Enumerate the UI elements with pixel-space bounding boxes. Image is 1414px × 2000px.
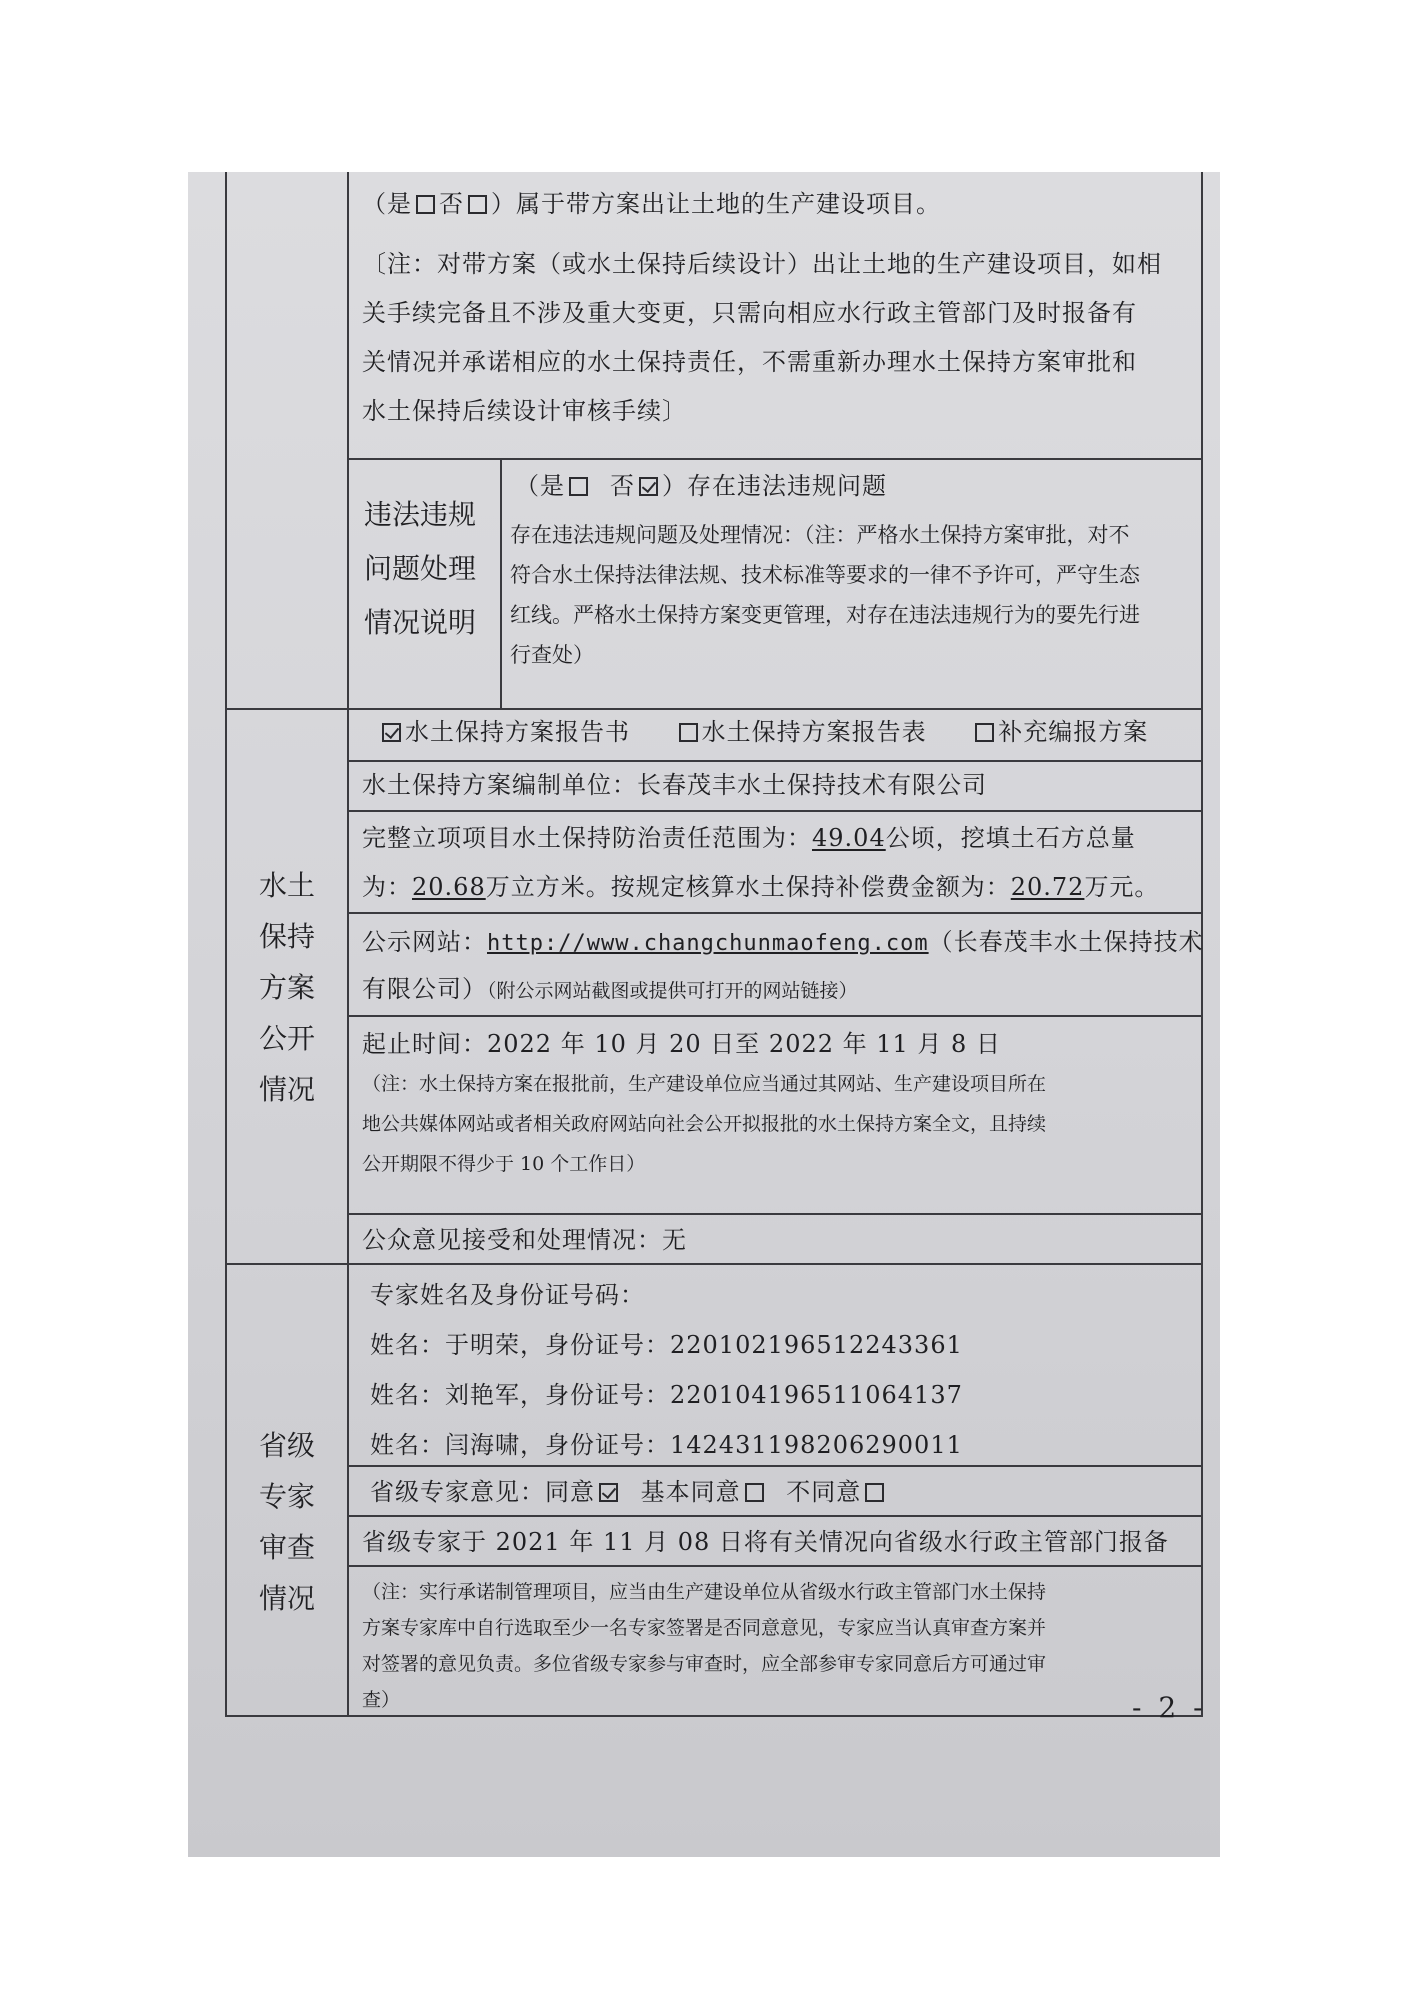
agree-checkbox[interactable] — [599, 1483, 618, 1502]
expert-name: 刘艳军 — [445, 1381, 520, 1409]
earthwork-value: 20.68 — [412, 873, 486, 901]
col-divider-main — [347, 172, 349, 1717]
row-divider — [347, 1015, 1203, 1017]
period-value: 2022 年 10 月 20 日至 2022 年 11 月 8 日 — [487, 1030, 1001, 1058]
feedback-label: 公众意见接受和处理情况： — [362, 1226, 662, 1254]
period-label: 起止时间： — [362, 1030, 487, 1058]
expert-row: 姓名：闫海啸，身份证号：142431198206290011 — [370, 1431, 963, 1459]
violation-status-line: （是 否 ）存在违法违规问题 — [515, 472, 887, 500]
project-type-line: （是 否 ）属于带方案出让土地的生产建设项目。 — [362, 190, 941, 218]
violation-status-text: 存在违法违规问题 — [687, 472, 887, 500]
report-book-checkbox[interactable] — [382, 723, 401, 742]
period-line — [362, 1024, 1001, 1059]
compiler-label: 水土保持方案编制单位： — [362, 771, 637, 799]
note-line: 关情况并承诺相应的水土保持责任，不需重新办理水土保持方案审批和 — [362, 348, 1137, 376]
row-divider — [347, 760, 1203, 762]
project-type-note — [362, 242, 1162, 434]
project-type-text: 属于带方案出让土地的生产建设项目。 — [516, 190, 941, 218]
agree-label: 同意 — [545, 1478, 595, 1506]
option-yes-label: 是 — [540, 472, 565, 500]
expert-name: 闫海啸 — [445, 1431, 520, 1459]
expert-row: 姓名：于明荣，身份证号：220102196512243361 — [370, 1331, 963, 1359]
violation-no-checkbox[interactable] — [639, 477, 658, 496]
scope-block: 完整立项项目水土保持防治责任范围为：49.04公顷，挖填土石方总量 为：20.68万立方米。按规定核算水土保持补偿费金额为：20.72万元。 — [362, 824, 1160, 901]
col-divider-violation — [500, 458, 502, 708]
row-divider — [347, 1565, 1203, 1567]
section-divider — [225, 1263, 1203, 1265]
disagree-label: 不同意 — [786, 1478, 862, 1506]
note-line: 水土保持后续设计审核手续〕 — [362, 397, 687, 425]
row-divider — [347, 458, 1203, 460]
feedback-line — [362, 1220, 687, 1255]
experts-block — [370, 1270, 963, 1470]
expert-id: 220104196511064137 — [670, 1381, 963, 1409]
period-note: （注：水土保持方案在报批前，生产建设单位应当通过其网站、生产建设项目所在 地公共媒体网站或者相关政府网站向社会公开拟报批的水土保持方案全文，且持续 公开期限不得少于 10 个工作日） — [362, 1073, 1047, 1175]
expert-id: 220102196512243361 — [670, 1331, 963, 1359]
option-yes-label: 是 — [387, 190, 412, 218]
opinion-label: 省级专家意见： — [370, 1478, 545, 1506]
violation-label: 违法违规 问题处理 情况说明 — [364, 498, 477, 639]
expert-opinion-line — [370, 1472, 888, 1507]
disagree-checkbox[interactable] — [865, 1483, 884, 1502]
option-no-label: 否 — [610, 472, 635, 500]
fee-value: 20.72 — [1010, 873, 1085, 901]
compiler-line — [362, 765, 987, 800]
expert-note: （注：实行承诺制管理项目，应当由生产建设单位从省级水行政主管部门水土保持 方案专家库中自行选取至少一名专家签署是否同意意见，专家应当认真审查方案并 对签署的意见负责。多位省级专家参与审查时，应全部参审专家同意后方可通过审 查） — [362, 1581, 1047, 1711]
section-label-expert-review: 省级专家审查情况 — [258, 1429, 315, 1615]
report-line: 省级专家于 2021 年 11 月 08 日将有关情况向省级水行政主管部门报备 — [362, 1528, 1169, 1556]
note-line: 关手续完备且不涉及重大变更，只需向相应水行政主管部门及时报备有 — [362, 299, 1137, 327]
row-divider — [347, 1515, 1203, 1517]
note-line: 〔注：对带方案（或水土保持后续设计）出让土地的生产建设项目，如相 — [362, 250, 1162, 278]
experts-heading: 专家姓名及身份证号码： — [370, 1281, 645, 1309]
project-type-yes-checkbox[interactable] — [416, 195, 435, 214]
basically-agree-checkbox[interactable] — [745, 1483, 764, 1502]
expert-row: 姓名：刘艳军，身份证号：220104196511064137 — [370, 1381, 963, 1409]
report-form-checkbox[interactable] — [679, 723, 698, 742]
project-type-no-checkbox[interactable] — [468, 195, 487, 214]
expert-name: 于明荣 — [445, 1331, 520, 1359]
website-label: 公示网站： — [362, 928, 487, 956]
violation-yes-checkbox[interactable] — [569, 477, 588, 496]
section-divider — [225, 708, 1203, 710]
expert-id: 142431198206290011 — [670, 1431, 963, 1459]
report-form-label: 水土保持方案报告表 — [701, 718, 927, 746]
scope-value: 49.04 — [812, 824, 886, 852]
option-no-label: 否 — [439, 190, 464, 218]
website-note: （附公示网站截图或提供可打开的网站链接） — [487, 980, 858, 1002]
page-number: - 2 - — [1132, 1691, 1207, 1724]
violation-note: 存在违法违规问题及处理情况：（注：严格水土保持方案审批，对不 符合水土保持法律法规、技术标准等要求的一律不予许可，严守生态 红线。严格水土保持方案变更管理，对存在违法违规行为的要先行进 行查处） — [510, 523, 1140, 667]
row-divider — [347, 810, 1203, 812]
compiler-value: 长春茂丰水土保持技术有限公司 — [637, 771, 987, 799]
feedback-value: 无 — [662, 1226, 687, 1254]
website-link[interactable]: http://www.changchunmaofeng.com — [487, 931, 929, 956]
supplement-checkbox[interactable] — [975, 723, 994, 742]
row-divider — [347, 912, 1203, 914]
website-block: 公示网站：http://www.changchunmaofeng.com（长春茂丰水土保持技术 有限公司）（附公示网站截图或提供可打开的网站链接） — [362, 928, 1204, 1003]
section-label-disclosure: 水土保持方案公开情况 — [258, 869, 315, 1106]
plan-type-options — [378, 712, 1148, 747]
row-divider — [347, 1213, 1203, 1215]
report-book-label: 水土保持方案报告书 — [405, 718, 630, 746]
supplement-label: 补充编报方案 — [998, 718, 1149, 746]
basically-agree-label: 基本同意 — [640, 1478, 741, 1506]
